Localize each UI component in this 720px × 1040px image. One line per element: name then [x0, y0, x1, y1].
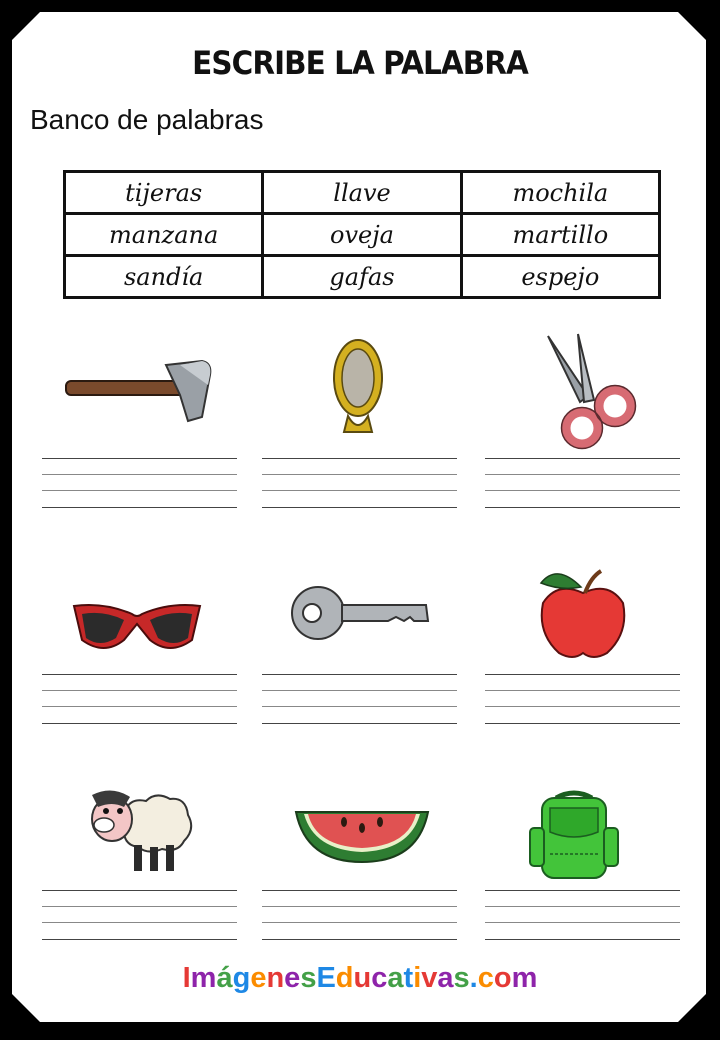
word-bank-table	[63, 170, 661, 299]
answer-lines[interactable]	[485, 458, 680, 508]
mirror-icon	[330, 336, 386, 436]
word-bank-cell: gafas	[263, 256, 461, 298]
word-bank-heading: Banco de palabras	[30, 104, 264, 135]
answer-lines[interactable]	[485, 890, 680, 940]
answer-lines[interactable]	[42, 890, 237, 940]
scissors-icon	[540, 332, 640, 450]
word-bank-cell: oveja	[263, 214, 461, 256]
answer-lines[interactable]	[485, 674, 680, 724]
word-bank-row	[65, 172, 660, 214]
word-bank-cell: espejo	[461, 256, 659, 298]
word-bank-cell: llave	[263, 172, 461, 214]
sheep-icon	[84, 785, 196, 877]
key-icon	[288, 583, 432, 643]
answer-lines[interactable]	[42, 458, 237, 508]
answer-lines[interactable]	[262, 674, 457, 724]
site-watermark: ImágenesEducativas.com	[182, 962, 538, 994]
word-bank-row	[65, 256, 660, 298]
word-bank-row	[65, 214, 660, 256]
answer-lines[interactable]	[42, 674, 237, 724]
page-title: ESCRIBE LA PALABRA	[192, 44, 528, 82]
word-bank-cell: manzana	[65, 214, 263, 256]
sunglasses-icon	[70, 600, 204, 658]
word-bank-cell: mochila	[461, 172, 659, 214]
word-bank-cell: tijeras	[65, 172, 263, 214]
hammer-icon	[62, 355, 222, 427]
answer-lines[interactable]	[262, 890, 457, 940]
apple-icon	[535, 563, 631, 661]
word-bank-cell: sandía	[65, 256, 263, 298]
answer-lines[interactable]	[262, 458, 457, 508]
backpack-icon	[528, 788, 620, 882]
watermelon-icon	[292, 808, 432, 864]
word-bank-cell: martillo	[461, 214, 659, 256]
